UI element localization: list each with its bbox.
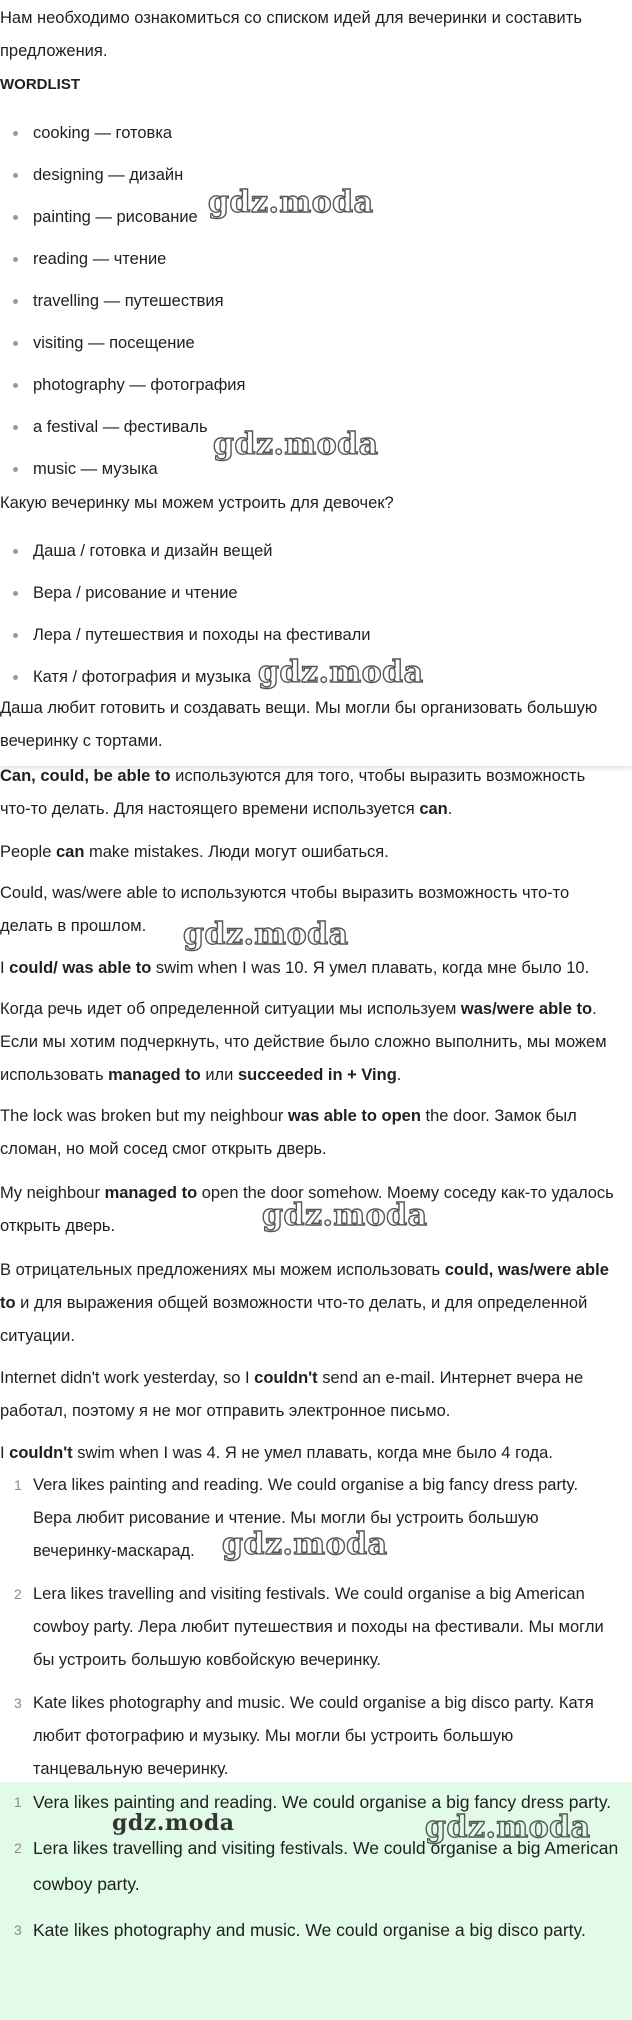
text: В отрицательных предложениях мы можем использовать [0,1261,445,1279]
item-text: Lera likes travelling and visiting festivals. We could organise a big American cowboy party. [33,1838,619,1894]
example-dasha: Даша любит готовить и создавать вещи. Мы могли бы организовать большую вечеринку с тортами. [0,699,598,750]
item-text: Kate likes photography and music. We could organise a big disco party. Катя любит фотографию и музыку. Мы могли бы устроить большую танцевальную вечеринку. [33,1694,594,1778]
list-item [0,1469,620,1578]
text: I [0,1444,10,1462]
list-item: Лера / путешествия и походы на фестивали [0,614,600,656]
list-item: a festival — фестиваль [0,406,600,448]
grammar-p9 [0,1362,620,1428]
bold-term: can [419,800,448,818]
bold-term: managed to [104,1184,198,1202]
text: open the door somehow. Моему соседу как-то удалось открыть дверь. [0,1184,614,1235]
item-number: 3 [14,1695,22,1711]
list-item: visiting — посещение [0,322,600,364]
text: send an e-mail. Интернет вчера не работал, поэтому я не мог отправить электронное письмо. [0,1369,584,1420]
list-item: travelling — путешествия [0,280,600,322]
list-item: Даша / готовка и дизайн вещей [0,530,600,572]
list-item [0,1830,620,1902]
item-text: Lera likes travelling and visiting festivals. We could organise a big American cowboy party. Лера любит путешествия и походы на фестивали. Мы могли бы устроить большую ковбойскую вечеринку. [33,1585,604,1669]
bold-term: Can, could, be able to [0,767,171,785]
bold-term: could/ was able to [9,959,152,977]
list-item [0,1578,620,1687]
list-item [0,1912,620,1948]
list-item: Катя / фотография и музыка [0,656,600,698]
text: swim when I was 10. Я умел плавать, когда мне было 10. [151,959,590,977]
grammar-p10 [0,1437,620,1470]
grammar-p5 [0,993,620,1092]
watermark-logo: gdz.moda [222,1527,388,1562]
item-text: Vera likes painting and reading. We could organise a big fancy dress party. Вера любит рисование и чтение. Мы могли бы устроить большую вечеринку-маскарад. [33,1476,579,1560]
bold-term: couldn't [254,1369,318,1387]
wordlist [0,112,600,490]
list-item [0,1784,620,1820]
item-text: Kate likes photography and music. We could organise a big disco party. [33,1920,586,1940]
list-item: designing — дизайн [0,154,600,196]
bold-term: managed to [108,1066,201,1084]
answer-list [0,1784,620,1948]
item-number: 2 [14,1840,22,1856]
list-item: cooking — готовка [0,112,600,154]
grammar-p2 [0,836,620,869]
girls-list [0,530,600,698]
text: the door. Замок был сломан, но мой сосед смог открыть дверь. [0,1107,577,1158]
list-item: painting — рисование [0,196,600,238]
list-item: music — музыка [0,448,600,490]
text: Internet didn't work yesterday, so I [0,1369,255,1387]
text: Когда речь идет об определенной ситуации мы используем [0,1000,461,1018]
answer-section [0,1782,632,2020]
text: . [396,1066,402,1084]
watermark-logo: gdz.moda [262,1198,428,1233]
item-number: 3 [14,1922,22,1938]
text: make mistakes. Люди могут ошибаться. [84,843,389,861]
text: используются для того, чтобы выразить возможность что-то делать. Для настоящего времени используется [0,767,586,818]
grammar-p3: Could, was/were able to используются чтобы выразить возможность что-то делать в прошлом. [0,884,570,935]
bold-term: can [55,843,85,861]
text: I [0,959,10,977]
wordlist-title: WORDLIST [0,76,80,93]
watermark-logo: gdz.moda [183,917,349,952]
bold-term: succeeded in + Ving [237,1066,397,1084]
question: Какую вечеринку мы можем устроить для девочек? [0,494,394,512]
translation-list [0,1469,620,1787]
list-item [0,1687,620,1787]
task-section [0,0,632,766]
bold-term: was/were able to [460,1000,593,1018]
watermark-logo: gdz.moda [112,1810,235,1836]
grammar-p1 [0,760,620,826]
bold-term: was able to open [288,1107,421,1125]
grammar-p7 [0,1177,620,1243]
grammar-p8 [0,1254,620,1353]
bold-term: could, was/were able to [0,1261,609,1312]
list-item: reading — чтение [0,238,600,280]
text: или [200,1066,238,1084]
text: People [0,843,56,861]
item-number: 1 [14,1794,22,1810]
list-item: Вера / рисование и чтение [0,572,600,614]
text: The lock was broken but my neighbour [0,1107,288,1125]
text: swim when I was 4. Я не умел плавать, когда мне было 4 года. [72,1444,553,1462]
text: . Если мы хотим подчеркнуть, что действие было сложно выполнить, мы можем использовать [0,1000,607,1084]
item-number: 2 [14,1586,22,1602]
item-text: Vera likes painting and reading. We could organise a big fancy dress party. [33,1792,612,1812]
text: My neighbour [0,1184,105,1202]
intro-text: Нам необходимо ознакомиться со списком идей для вечеринки и составить предложения. [0,9,582,60]
text: и для выражения общей возможности что-то делать, и для определенной ситуации. [0,1294,588,1345]
text: . [447,800,453,818]
list-item: photography — фотография [0,364,600,406]
grammar-p4 [0,952,620,985]
grammar-p6 [0,1100,620,1166]
bold-term: couldn't [9,1444,73,1462]
item-number: 1 [14,1477,22,1493]
